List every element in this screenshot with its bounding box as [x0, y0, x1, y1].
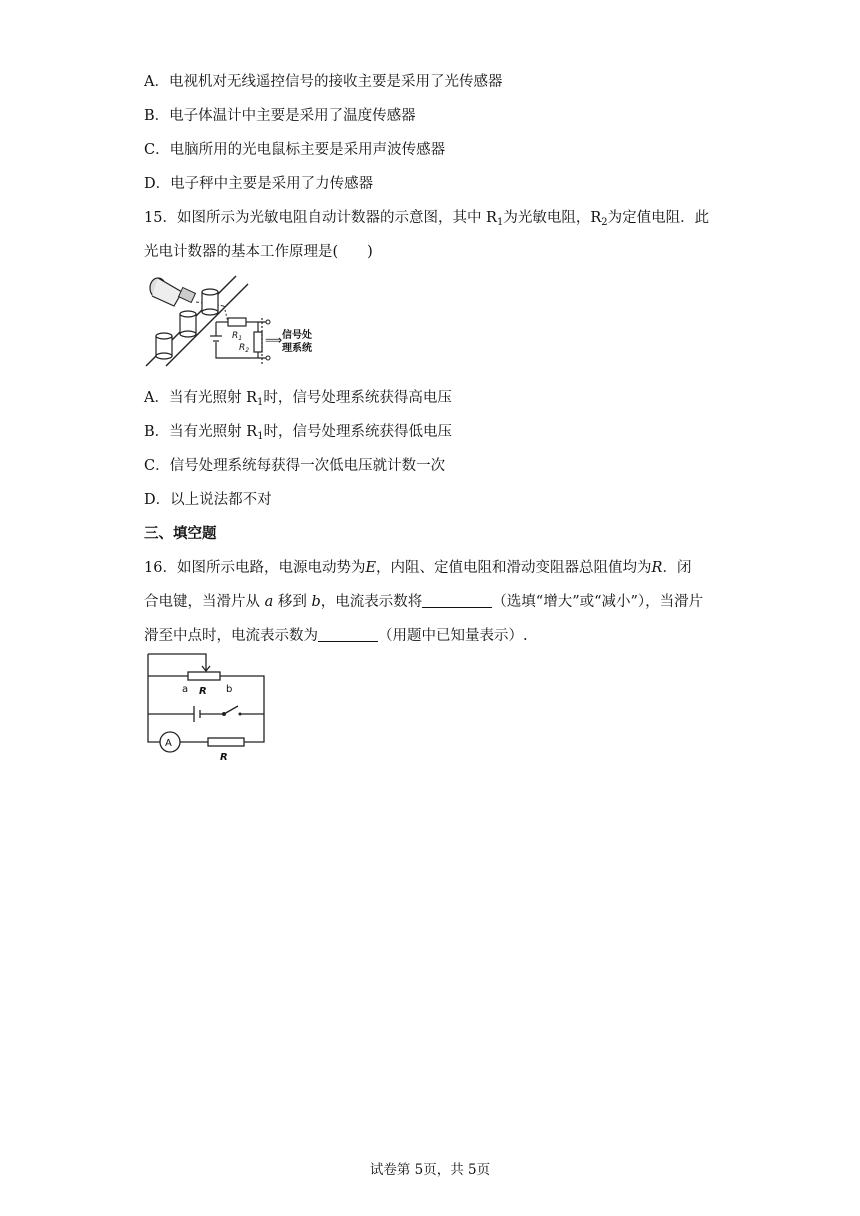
object-cylinder-2	[180, 311, 196, 337]
ammeter-icon: A	[165, 738, 172, 749]
svg-text:a: a	[182, 684, 189, 695]
answer-blank-2[interactable]	[318, 627, 378, 642]
section-title: 三、填空题	[144, 525, 217, 542]
object-cylinder-1	[202, 289, 218, 315]
q14-option-a: A．电视机对无线遥控信号的接收主要是采用了光传感器	[144, 74, 503, 90]
q16-stem-line2: 合电键，当滑片从 a 移到 b，电流表示数将 （选填“增大”或“减小”），当滑片	[144, 594, 704, 610]
q14-option-c: C．电脑所用的光电鼠标主要是采用声波传感器	[144, 142, 446, 158]
svg-text:R1: $R_1$	[232, 331, 243, 342]
q15-option-b: B．当有光照射 $R_1$时，信号处理系统获得低电压	[144, 424, 453, 442]
q14-option-b: B．电子体温计中主要是采用了温度传感器	[144, 108, 416, 124]
svg-text:R: R	[199, 686, 207, 697]
page-footer: 试卷第 5页，共 5页	[369, 1162, 491, 1178]
q16-stem-line1: 16．如图所示电路，电源电动势为E，内阻、定值电阻和滑动变阻器总阻值均为R．闭	[144, 560, 692, 576]
arrow-icon: ⟹	[265, 333, 283, 347]
photo-counter-diagram	[144, 272, 340, 370]
svg-text:信号处: 信号处	[282, 330, 312, 341]
q15-option-c: C．信号处理系统每获得一次低电压就计数一次	[144, 458, 446, 474]
q14-option-d: D．电子秤中主要是采用了力传感器	[144, 176, 374, 192]
q15-stem-line2: 光电计数器的基本工作原理是( )	[144, 244, 373, 260]
q16-stem-line3: 滑至中点时，电流表示数为 （用题中已知量表示）.	[144, 628, 528, 644]
q15-option-a: A．当有光照射 $R_1$时，信号处理系统获得高电压	[144, 390, 452, 408]
object-cylinder-3	[156, 333, 172, 359]
svg-text:R: R	[220, 752, 228, 762]
svg-text:理系统: 理系统	[282, 343, 312, 354]
svg-text:R2: $R_2$	[239, 343, 250, 354]
q15-option-d: D．以上说法都不对	[144, 492, 272, 508]
answer-blank-1[interactable]	[422, 593, 492, 608]
light-source-icon	[150, 278, 195, 306]
q15-stem-line1: 15．如图所示为光敏电阻自动计数器的示意图，其中 $R_1$为光敏电阻，$R_2$为定值电阻．此	[144, 210, 710, 228]
circuit-diagram	[144, 652, 268, 762]
svg-text:b: b	[226, 684, 233, 695]
